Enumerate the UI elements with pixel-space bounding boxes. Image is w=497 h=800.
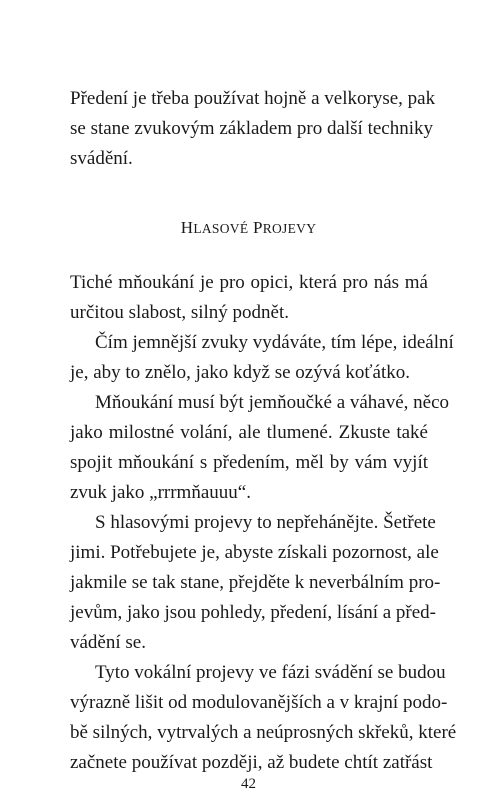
text-line: jako milostné volání, ale tlumené. Zkuste také — [70, 422, 428, 443]
text-line: spojit mňoukání s předením, měl by vám vyjít — [70, 452, 428, 473]
text-line: Mňoukání musí být jemňoučké a váhavé, něco — [95, 392, 450, 413]
text-line: určitou slabost, silný podnět. — [70, 302, 290, 323]
text-line: Tyto vokální projevy ve fázi svádění se budou — [95, 662, 446, 683]
text-line: Čím jemnější zvuky vydáváte, tím lépe, ideální — [95, 332, 454, 353]
text-line: svádění. — [70, 148, 133, 169]
page-number: 42 — [241, 776, 256, 792]
text-line: začnete používat později, až budete chtít zatřást — [70, 752, 433, 773]
text-line: jimi. Potřebujete je, abyste získali pozornost, ale — [70, 542, 439, 563]
text-line: jakmile se tak stane, přejděte k neverbálním pro- — [70, 572, 441, 593]
text-line: Tiché mňoukání je pro opici, která pro nás má — [70, 272, 428, 293]
section-heading: HLASOVÉ PROJEVY — [180, 218, 317, 237]
text-line: se stane zvukovým základem pro další techniky — [70, 118, 434, 139]
text-line: jevům, jako jsou pohledy, předení, lísání a před- — [70, 602, 437, 623]
text-line: výrazně lišit od modulovanějších a v krajní podo- — [70, 692, 448, 713]
text-line: bě silných, vytrvalých a neúprosných skřeků, které — [70, 722, 457, 743]
text-line: S hlasovými projevy to nepřehánějte. Šetřete — [95, 512, 436, 533]
text-line: zvuk jako „rrrmňauuu“. — [70, 482, 251, 503]
text-line: vádění se. — [70, 632, 146, 653]
text-line: je, aby to znělo, jako když se ozývá koťátko. — [70, 362, 410, 383]
text-line: Předení je třeba používat hojně a velkoryse, pak — [70, 88, 436, 109]
